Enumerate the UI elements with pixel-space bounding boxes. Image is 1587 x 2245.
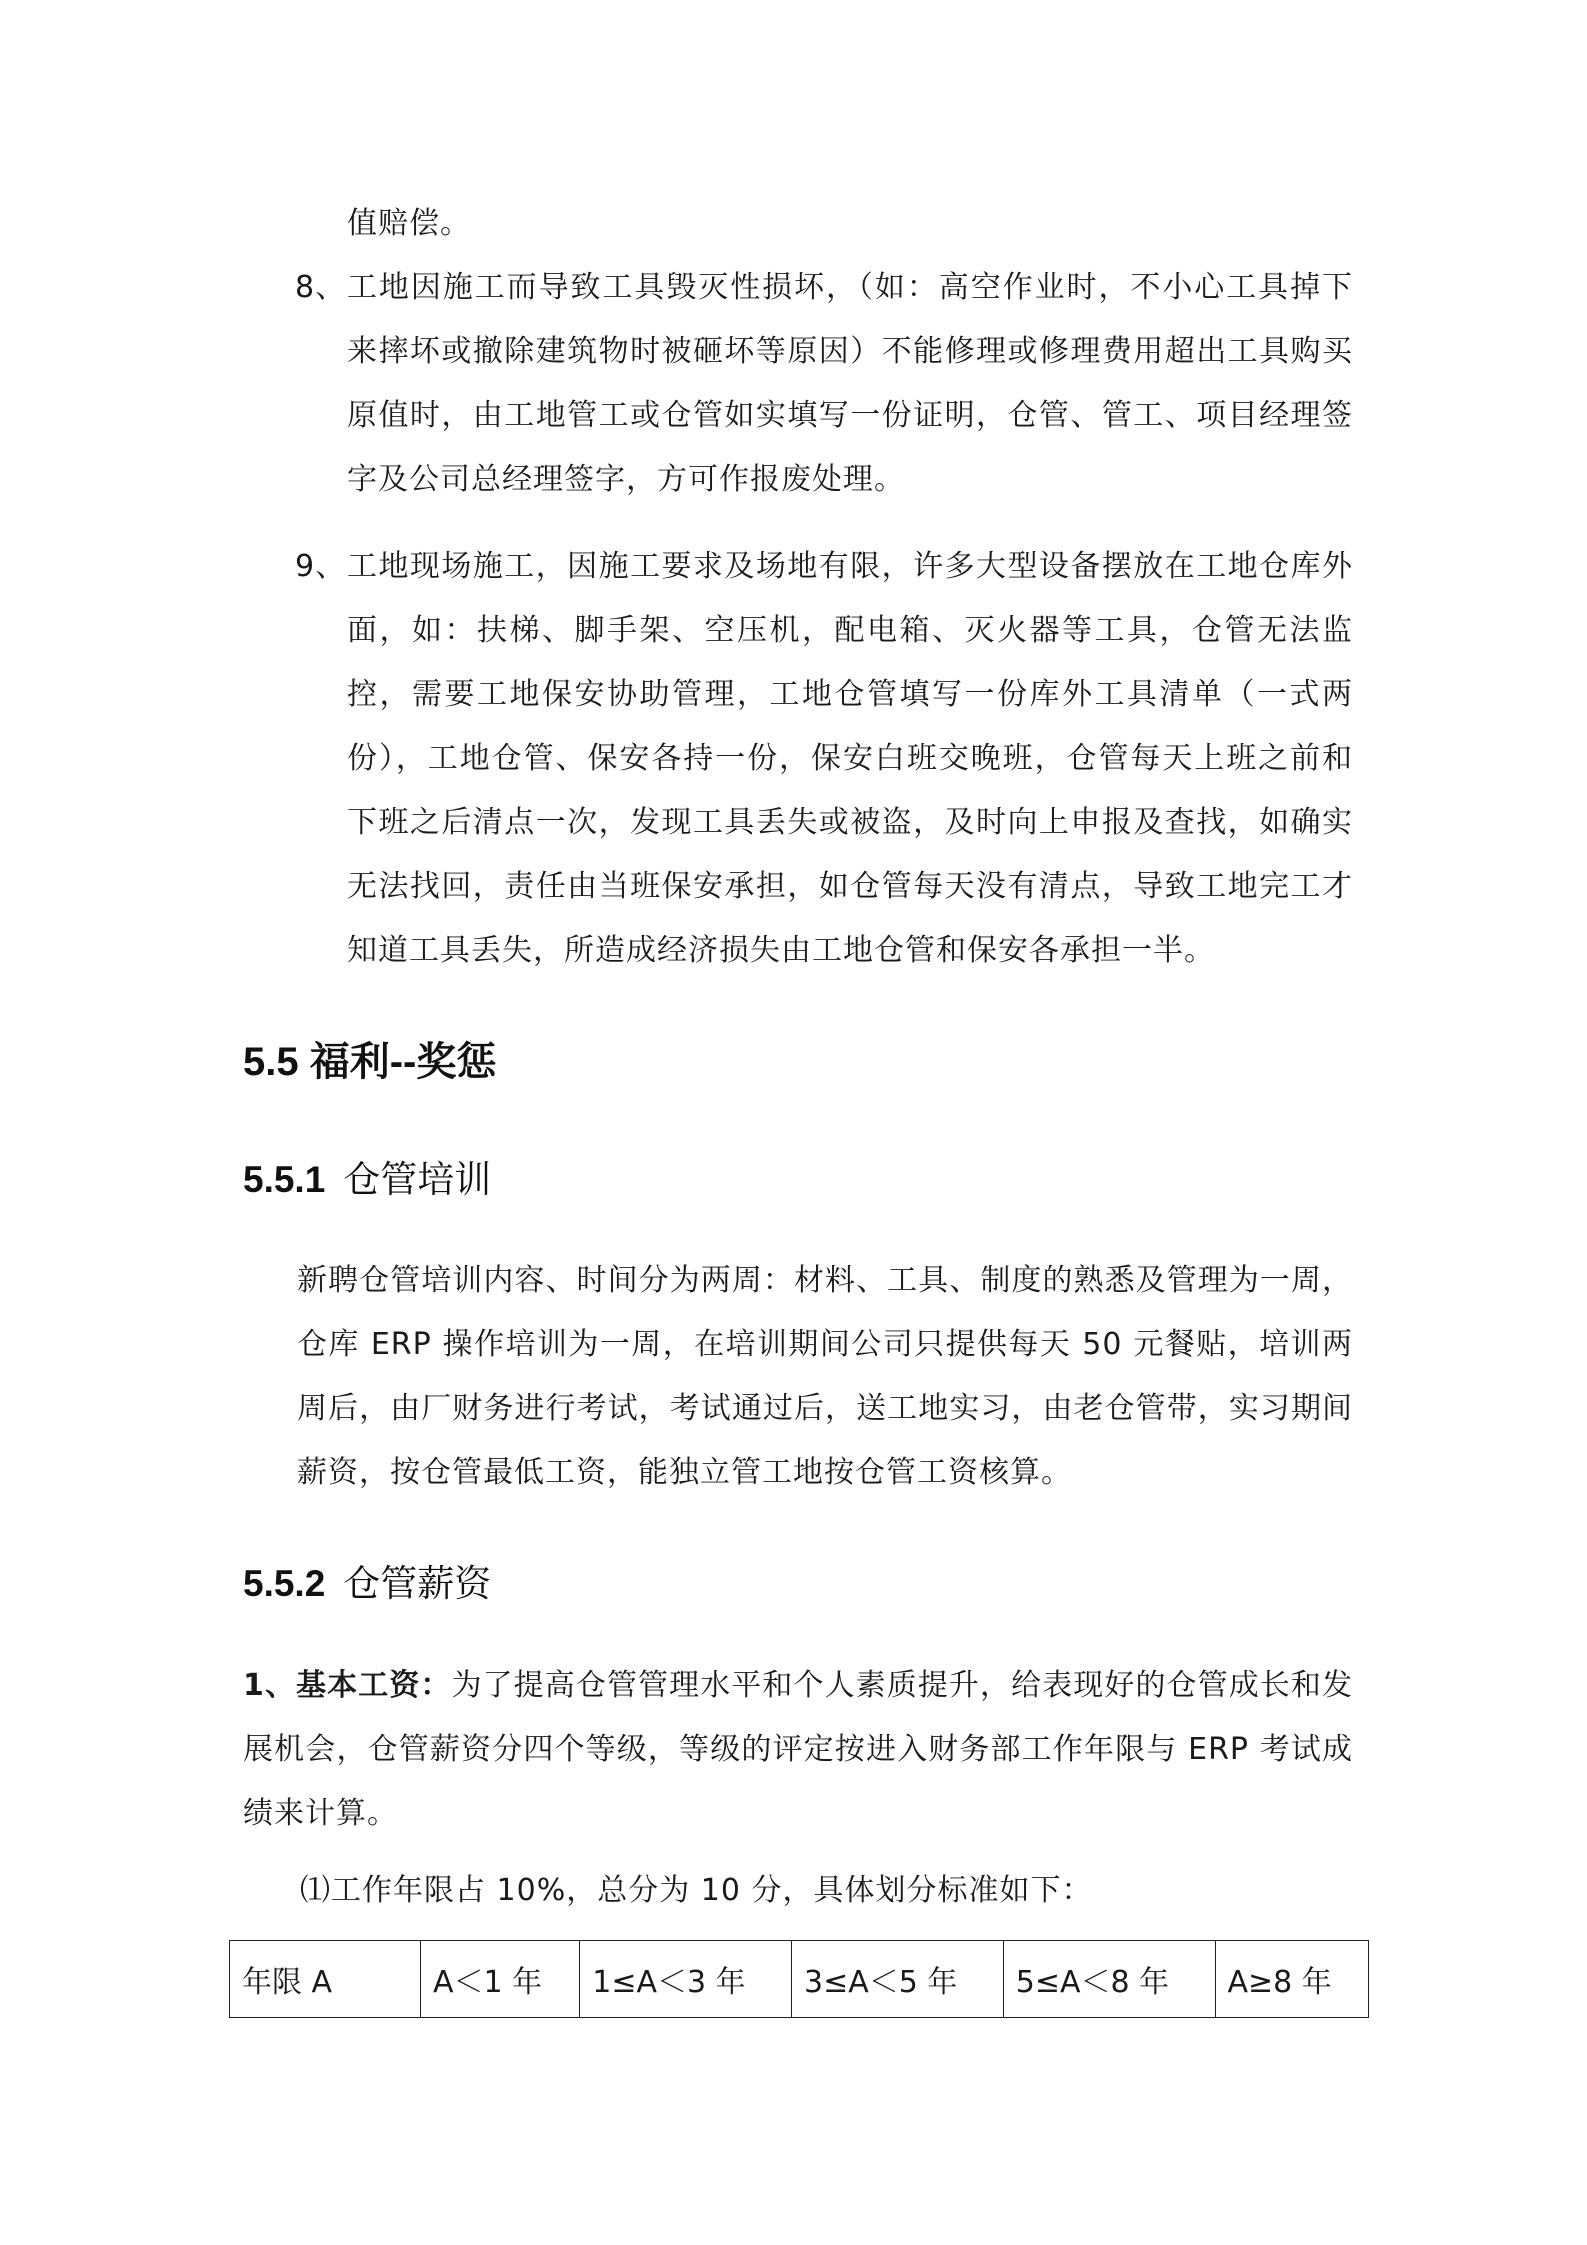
table-row: [230, 1941, 1369, 2018]
basic-salary-label: 1、基本工资：: [243, 1668, 452, 1703]
table-cell: 年限 A: [230, 1941, 421, 2018]
list-item-number: 9、: [295, 549, 347, 584]
section-heading-5-5-1: [243, 1149, 491, 1203]
basic-salary-text: 为了提高仓管管理水平和个人素质提升，给表现好的仓管成长和发展机会，仓管薪资分四个等级，等级的评定按进入财务部工作年限与 ERP 考试成绩来计算。: [243, 1668, 1353, 1831]
list-item-9: [295, 535, 1353, 983]
list-item-number: 8、: [295, 270, 347, 305]
working-years-note: ⑴工作年限占 10%，总分为 10 分，具体划分标准如下：: [300, 1873, 1093, 1908]
training-paragraph: 新聘仓管培训内容、时间分为两周：材料、工具、制度的熟悉及管理为一周，仓库 ERP 操作培训为一周，在培训期间公司只提供每天 50 元餐贴，培训两周后，由厂财务进行考试，考试通过后，送工地实习，由老仓管带，实习期间薪资，按仓管最低工资，能独立管工地按仓管工资核算。: [297, 1263, 1353, 1490]
table-cell: 1≤A＜3 年: [580, 1941, 792, 2018]
list-item-text: 工地现场施工，因施工要求及场地有限，许多大型设备摆放在工地仓库外面，如：扶梯、脚手架、空压机，配电箱、灭火器等工具，仓管无法监控，需要工地保安协助管理，工地仓管填写一份库外工具清单（一式两份），工地仓管、保安各持一份，保安白班交晚班，仓管每天上班之前和下班之后清点一次，发现工具丢失或被盗，及时向上申报及查找，如确实无法找回，责任由当班保安承担，如仓管每天没有清点，导致工地完工才知道工具丢失，所造成经济损失由工地仓管和保安各承担一半。: [347, 549, 1353, 968]
section-number: 5.5.1: [243, 1159, 326, 1200]
section-heading-5-5-2: [243, 1553, 491, 1607]
table-cell: 5≤A＜8 年: [1003, 1941, 1215, 2018]
table-cell: 3≤A＜5 年: [792, 1941, 1004, 2018]
section-heading-5-5: 5.5 福利--奖惩: [243, 1040, 497, 1084]
section-title: 仓管培训: [343, 1159, 492, 1200]
working-years-table: [229, 1940, 1369, 2018]
table-cell: A≥8 年: [1215, 1941, 1369, 2018]
section-number: 5.5.2: [243, 1563, 326, 1604]
section-title: 仓管薪资: [343, 1563, 492, 1604]
item-7-tail: 值赔偿。: [347, 206, 471, 241]
table-cell: A＜1 年: [421, 1941, 580, 2018]
list-item-8: [295, 256, 1353, 512]
basic-salary-paragraph: [243, 1654, 1353, 1846]
list-item-text: 工地因施工而导致工具毁灭性损坏，（如：高空作业时，不小心工具掉下来摔坏或撤除建筑物时被砸坏等原因）不能修理或修理费用超出工具购买原值时，由工地管工或仓管如实填写一份证明，仓管、管工、项目经理签字及公司总经理签字，方可作报废处理。: [347, 270, 1353, 497]
